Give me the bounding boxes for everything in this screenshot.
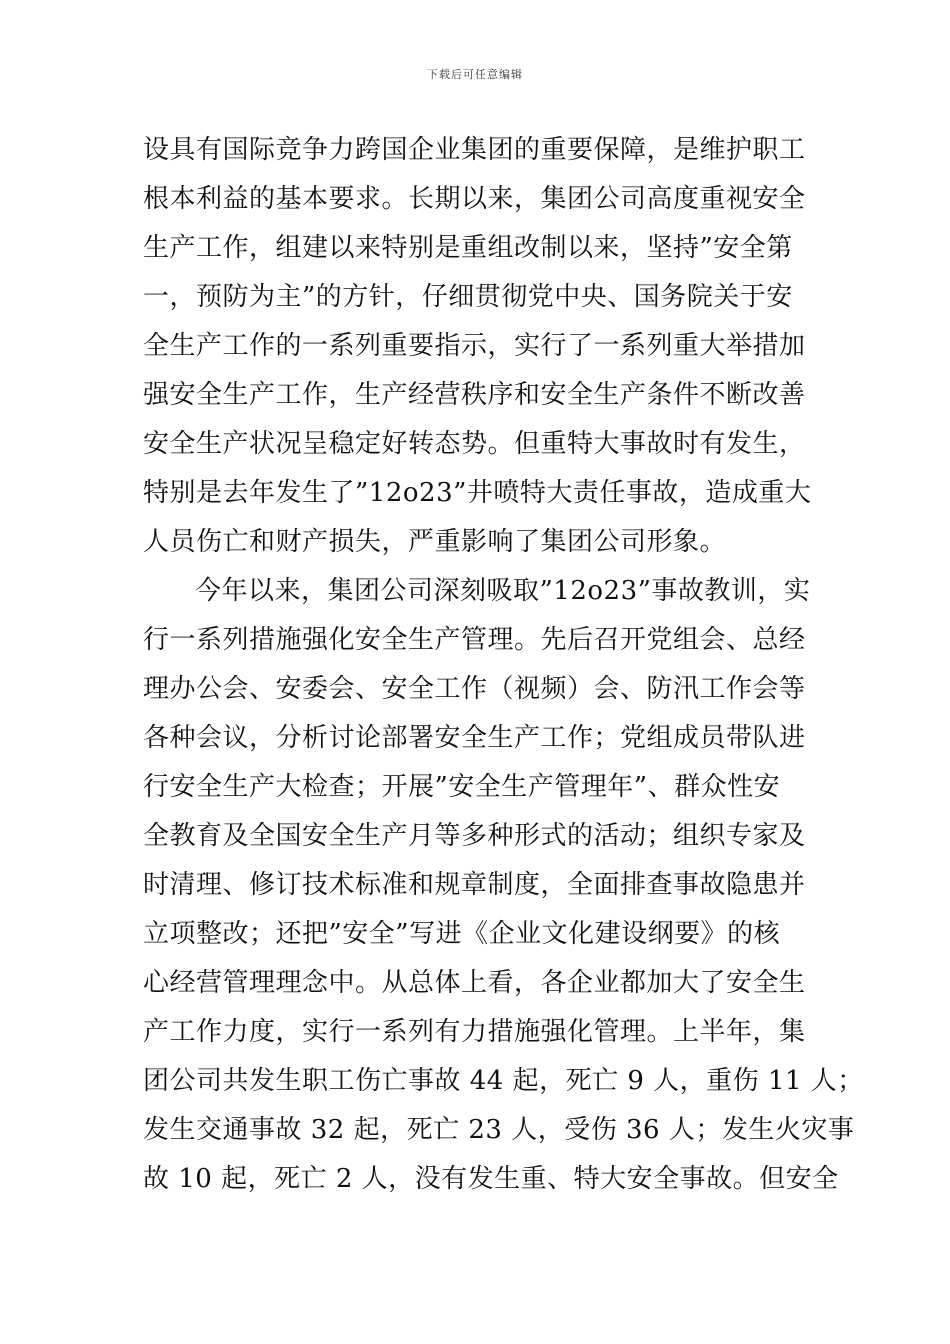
text-line: 强安全生产工作，生产经营秩序和安全生产条件不断改善 [143, 380, 806, 410]
text-line: 今年以来，集团公司深刻吸取”12o23”事故教训，实 [195, 576, 811, 606]
text-line: 立项整改；还把”安全”写进《企业文化建设纲要》的核 [143, 919, 781, 949]
text-line: 行一系列措施强化安全生产管理。先后召开党组会、总经 [143, 625, 806, 655]
text-line: 生产工作，组建以来特别是重组改制以来，坚持”安全第 [143, 233, 793, 263]
text-line: 产工作力度，实行一系列有力措施强化管理。上半年，集 [143, 1017, 806, 1047]
text-line: 全生产工作的一系列重要指示，实行了一系列重大举措加 [143, 331, 806, 361]
text-line: 设具有国际竞争力跨国企业集团的重要保障，是维护职工 [143, 135, 806, 165]
page-header: 下载后可任意编辑 [427, 68, 523, 81]
text-line: 理办公会、安委会、安全工作（视频）会、防汛工作会等 [143, 674, 806, 704]
text-line: 安全生产状况呈稳定好转态势。但重特大事故时有发生， [143, 429, 806, 459]
text-line: 特别是去年发生了”12o23”井喷特大责任事故，造成重大 [143, 478, 812, 508]
text-line: 根本利益的基本要求。长期以来，集团公司高度重视安全 [143, 184, 806, 214]
text-line: 时清理、修订技术标准和规章制度，全面排查事故隐患并 [143, 870, 806, 900]
document-body [143, 126, 864, 1204]
text-line: 心经营管理理念中。从总体上看，各企业都加大了安全生 [143, 968, 806, 998]
text-line: 故 10 起，死亡 2 人，没有发生重、特大安全事故。但安全 [143, 1164, 839, 1194]
paragraph-1 [143, 126, 813, 567]
text-line: 一，预防为主”的方针，仔细贯彻党中央、国务院关于安 [143, 282, 793, 312]
text-line: 全教育及全国安全生产月等多种形式的活动；组织专家及 [143, 821, 806, 851]
text-line: 行安全生产大检查；开展”安全生产管理年”、群众性安 [143, 772, 781, 802]
text-line: 各种会议，分析讨论部署安全生产工作；党组成员带队进 [143, 723, 806, 753]
text-line: 发生交通事故 32 起，死亡 23 人，受伤 36 人；发生火灾事 [143, 1115, 855, 1145]
paragraph-2 [143, 567, 864, 1204]
text-line: 团公司共发生职工伤亡事故 44 起，死亡 9 人，重伤 11 人； [143, 1066, 864, 1096]
text-line: 人员伤亡和财产损失，严重影响了集团公司形象。 [143, 527, 727, 557]
